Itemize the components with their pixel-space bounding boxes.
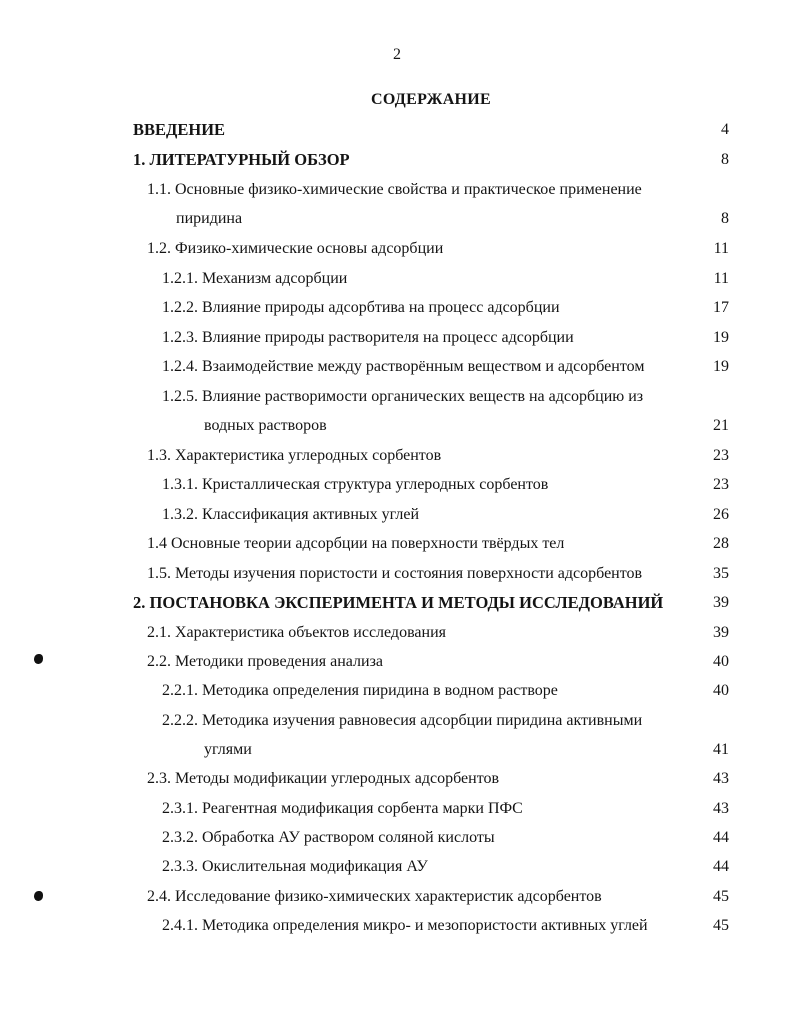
- toc-entry: [0, 355, 794, 379]
- toc-entry: [0, 444, 794, 468]
- toc-entry: [0, 709, 794, 733]
- toc-entry-text: 1.3.1. Кристаллическая структура углеродных сорбентов: [162, 476, 549, 493]
- toc-entry: [0, 326, 794, 350]
- toc-entry-page: 43: [713, 800, 729, 817]
- toc-entry-text: 1.4 Основные теории адсорбции на поверхности твёрдых тел: [147, 535, 565, 552]
- toc-entry-page: 43: [713, 770, 729, 787]
- toc-entry-page: 44: [713, 829, 729, 846]
- toc-entry: [0, 385, 794, 409]
- toc-entry: [0, 650, 794, 674]
- toc-entry-page: 23: [713, 476, 729, 493]
- toc-entry-text: пиридина: [176, 210, 243, 227]
- toc-entry: [0, 148, 794, 172]
- toc-title: СОДЕРЖАНИЕ: [370, 91, 492, 108]
- toc-entry-page: 35: [713, 565, 729, 582]
- toc-entry-text: 2.4. Исследование физико-химических характеристик адсорбентов: [147, 888, 602, 905]
- toc-entry: [0, 562, 794, 586]
- toc-entry: [0, 118, 794, 142]
- toc-entry: [0, 267, 794, 291]
- toc-entry-page: 11: [713, 270, 729, 287]
- toc-entry-text: 1.3.2. Классификация активных углей: [162, 506, 420, 523]
- toc-entry-page: 39: [713, 624, 729, 641]
- toc-entry-page: 17: [713, 299, 729, 316]
- toc-entry-page: 4: [721, 121, 729, 138]
- toc-entry: [0, 178, 794, 202]
- toc-entry-page: 19: [713, 358, 729, 375]
- toc-entry-page: 40: [713, 653, 729, 670]
- toc-entry-page: 39: [713, 594, 729, 611]
- toc-entry-text: 2.4.1. Методика определения микро- и мезопористости активных углей: [162, 917, 648, 934]
- toc-entry-page: 45: [713, 888, 729, 905]
- toc-entry-text: 1.2.2. Влияние природы адсорбтива на процесс адсорбции: [162, 299, 560, 316]
- toc-entry-page: 8: [721, 210, 729, 227]
- toc-entry-text: 2. ПОСТАНОВКА ЭКСПЕРИМЕНТА И МЕТОДЫ ИССЛЕДОВАНИЙ: [133, 593, 664, 612]
- toc-entry-text: 2.1. Характеристика объектов исследования: [147, 624, 446, 641]
- toc-entry: [0, 679, 794, 703]
- toc-entry-text: 1.5. Методы изучения пористости и состояния поверхности адсорбентов: [147, 565, 643, 582]
- toc-entry-page: 26: [713, 506, 729, 523]
- toc-entry-page: 8: [721, 151, 729, 168]
- toc-entry: [0, 885, 794, 909]
- toc-entry-text: 2.2.2. Методика изучения равновесия адсорбции пиридина активными: [162, 712, 643, 729]
- toc-entry: [0, 621, 794, 645]
- toc-entry-text: 2.3.3. Окислительная модификация АУ: [162, 858, 428, 875]
- toc-entry: [0, 767, 794, 791]
- toc-entry-page: 21: [713, 417, 729, 434]
- toc-entry-text: 2.3.1. Реагентная модификация сорбента марки ПФС: [162, 800, 523, 817]
- toc-entry: [0, 738, 794, 762]
- toc-entry: [0, 591, 794, 615]
- toc-entry: [0, 797, 794, 821]
- toc-entry-text: 1.2.5. Влияние растворимости органических веществ на адсорбцию из: [162, 388, 644, 405]
- toc-entry: [0, 207, 794, 231]
- toc-entry: [0, 855, 794, 879]
- toc-entry-text: 2.3. Методы модификации углеродных адсорбентов: [147, 770, 500, 787]
- toc-entry-page: 23: [713, 447, 729, 464]
- toc-entry-text: 1.2.4. Взаимодействие между растворённым веществом и адсорбентом: [162, 358, 645, 375]
- toc-entry-text: 2.3.2. Обработка АУ раствором соляной кислоты: [162, 829, 495, 846]
- toc-entry: [0, 826, 794, 850]
- toc-entry: [0, 914, 794, 938]
- toc-entry-page: 11: [713, 240, 729, 257]
- toc-entry-page: 28: [713, 535, 729, 552]
- punch-hole-mark: [34, 654, 43, 664]
- toc-entry-text: 2.2. Методики проведения анализа: [147, 653, 383, 670]
- toc-entry-text: ВВЕДЕНИЕ: [133, 120, 226, 139]
- toc-entry-page: 44: [713, 858, 729, 875]
- toc-entry-text: 1.2. Физико-химические основы адсорбции: [147, 240, 444, 257]
- toc-entry-text: 1.3. Характеристика углеродных сорбентов: [147, 447, 442, 464]
- toc-entry-page: 40: [713, 682, 729, 699]
- toc-entry-text: углями: [204, 741, 252, 758]
- toc-entry: [0, 473, 794, 497]
- toc-entry: [0, 532, 794, 556]
- toc-entry-text: 1.1. Основные физико-химические свойства и практическое применение: [147, 181, 642, 198]
- toc-entry-text: 2.2.1. Методика определения пиридина в водном растворе: [162, 682, 558, 699]
- toc-entry-text: 1.2.3. Влияние природы растворителя на процесс адсорбции: [162, 329, 574, 346]
- toc-entry-page: 19: [713, 329, 729, 346]
- page-number: 2: [393, 46, 401, 63]
- toc-entry: [0, 296, 794, 320]
- toc-entry: [0, 237, 794, 261]
- punch-hole-mark: [34, 891, 43, 901]
- toc-entry: [0, 414, 794, 438]
- toc-entry-page: 41: [713, 741, 729, 758]
- toc-entry: [0, 503, 794, 527]
- toc-entry-text: водных растворов: [204, 417, 327, 434]
- toc-entry-text: 1.2.1. Механизм адсорбции: [162, 270, 348, 287]
- toc-entry-text: 1. ЛИТЕРАТУРНЫЙ ОБЗОР: [133, 150, 350, 169]
- toc-entry-page: 45: [713, 917, 729, 934]
